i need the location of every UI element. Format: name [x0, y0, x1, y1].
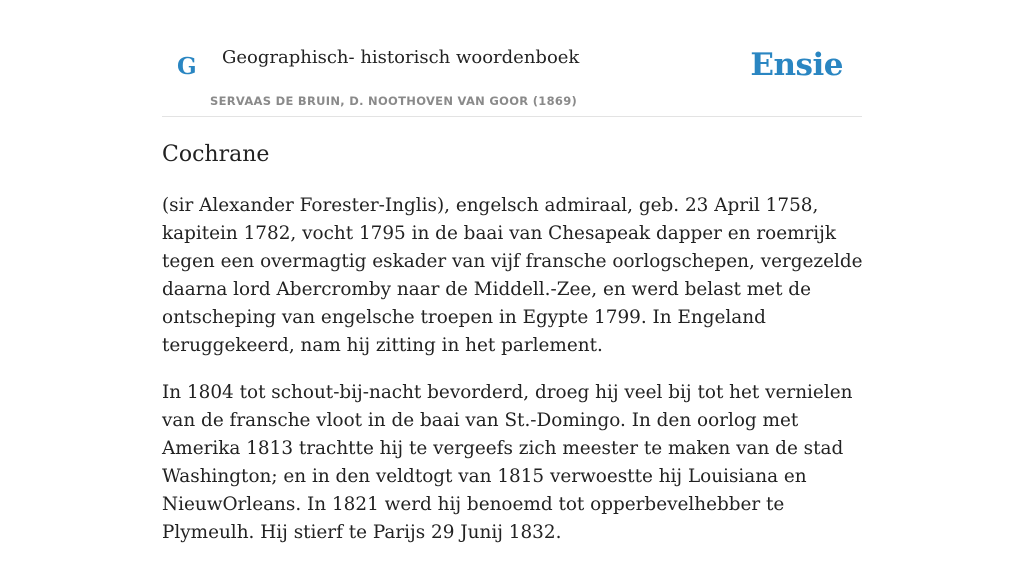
book-author: SERVAAS DE BRUIN, D. NOOTHOVEN VAN GOOR (1869)	[210, 94, 578, 108]
book-header	[162, 0, 862, 117]
entry-paragraph: (sir Alexander Forester-Inglis), engelsch admiraal, geb. 23 April 1758, kapitein 1782, vocht 1795 in de baai van Chesapeak dapper en roemrijk tegen een overmagtig eskader van vijf fransche oorlogschepen, vergezelde daarna lord Abercromby naar de Middell.-Zee, en werd belast met de ontscheping van engelsche troepen in Egypte 1799. In Engeland teruggekeerd, nam hij zitting in het parlement.	[162, 195, 863, 356]
entry-paragraph: In 1804 tot schout-bij-nacht bevorderd, droeg hij veel bij tot het vernielen van de fransche vloot in de baai van St.-Domingo. In den oorlog met Amerika 1813 trachtte hij te vergeefs zich meester te maken van de stad Washington; en in den veldtogt van 1815 verwoestte hij Louisiana en NieuwOrleans. In 1821 werd hij benoemd tot opperbevelhebber te Plymeulh. Hij stierf te Parijs 29 Junij 1832.	[162, 382, 853, 543]
entry-body	[162, 192, 868, 566]
book-title-link[interactable]: Geographisch- historisch woordenboek	[222, 47, 580, 68]
entry-title: Cochrane	[162, 142, 270, 167]
book-logo-icon[interactable]: G	[177, 53, 197, 80]
ensie-logo-link[interactable]: Ensie	[750, 47, 843, 83]
